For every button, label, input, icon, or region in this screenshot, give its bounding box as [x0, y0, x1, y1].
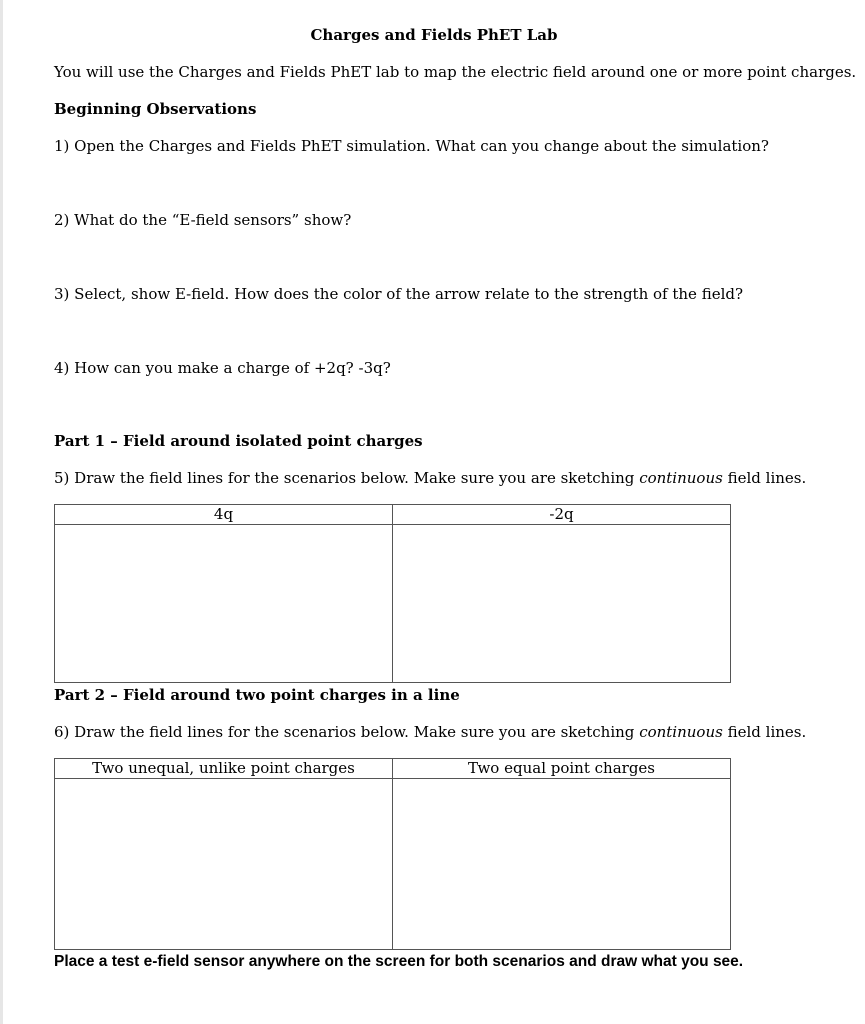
- drawing-area-neg2q[interactable]: [393, 525, 731, 683]
- question-5-emphasis: continuous: [639, 469, 723, 487]
- table-1-header-neg2q: -2q: [393, 505, 731, 525]
- drawing-area-unequal-unlike[interactable]: [55, 779, 393, 950]
- page-edge: [0, 0, 3, 1024]
- table-2-header-unequal-unlike: Two unequal, unlike point charges: [55, 759, 393, 779]
- table-2-header-equal: Two equal point charges: [393, 759, 731, 779]
- question-5-suffix: field lines.: [722, 469, 807, 487]
- intro-text: You will use the Charges and Fields PhET lab to map the electric field around one or more point charges.: [54, 63, 857, 81]
- question-4: 4) How can you make a charge of +2q? -3q?: [54, 359, 391, 377]
- question-1: 1) Open the Charges and Fields PhET simulation. What can you change about the simulation?: [54, 137, 769, 155]
- page-title: Charges and Fields PhET Lab: [310, 26, 558, 44]
- question-2: 2) What do the “E-field sensors” show?: [54, 211, 352, 229]
- question-6-suffix: field lines.: [722, 723, 807, 741]
- question-3: 3) Select, show E-field. How does the color of the arrow relate to the strength of the field?: [54, 285, 744, 303]
- part-2-table: [54, 758, 731, 950]
- question-6-emphasis: continuous: [639, 723, 723, 741]
- question-6: [54, 723, 806, 741]
- beginning-observations-heading: Beginning Observations: [54, 100, 257, 118]
- drawing-area-4q[interactable]: [55, 525, 393, 683]
- question-6-text: 6) Draw the field lines for the scenarios below. Make sure you are sketching: [54, 723, 640, 741]
- table-1-header-4q: 4q: [55, 505, 393, 525]
- question-5: [54, 469, 806, 487]
- drawing-area-equal[interactable]: [393, 779, 731, 950]
- question-5-text: 5) Draw the field lines for the scenarios below. Make sure you are sketching: [54, 469, 640, 487]
- footer-instruction: Place a test e-field sensor anywhere on the screen for both scenarios and draw what you see.: [54, 953, 744, 970]
- part-1-heading: Part 1 – Field around isolated point charges: [54, 432, 423, 450]
- part-1-table: [54, 504, 731, 683]
- part-2-heading: Part 2 – Field around two point charges in a line: [54, 686, 460, 704]
